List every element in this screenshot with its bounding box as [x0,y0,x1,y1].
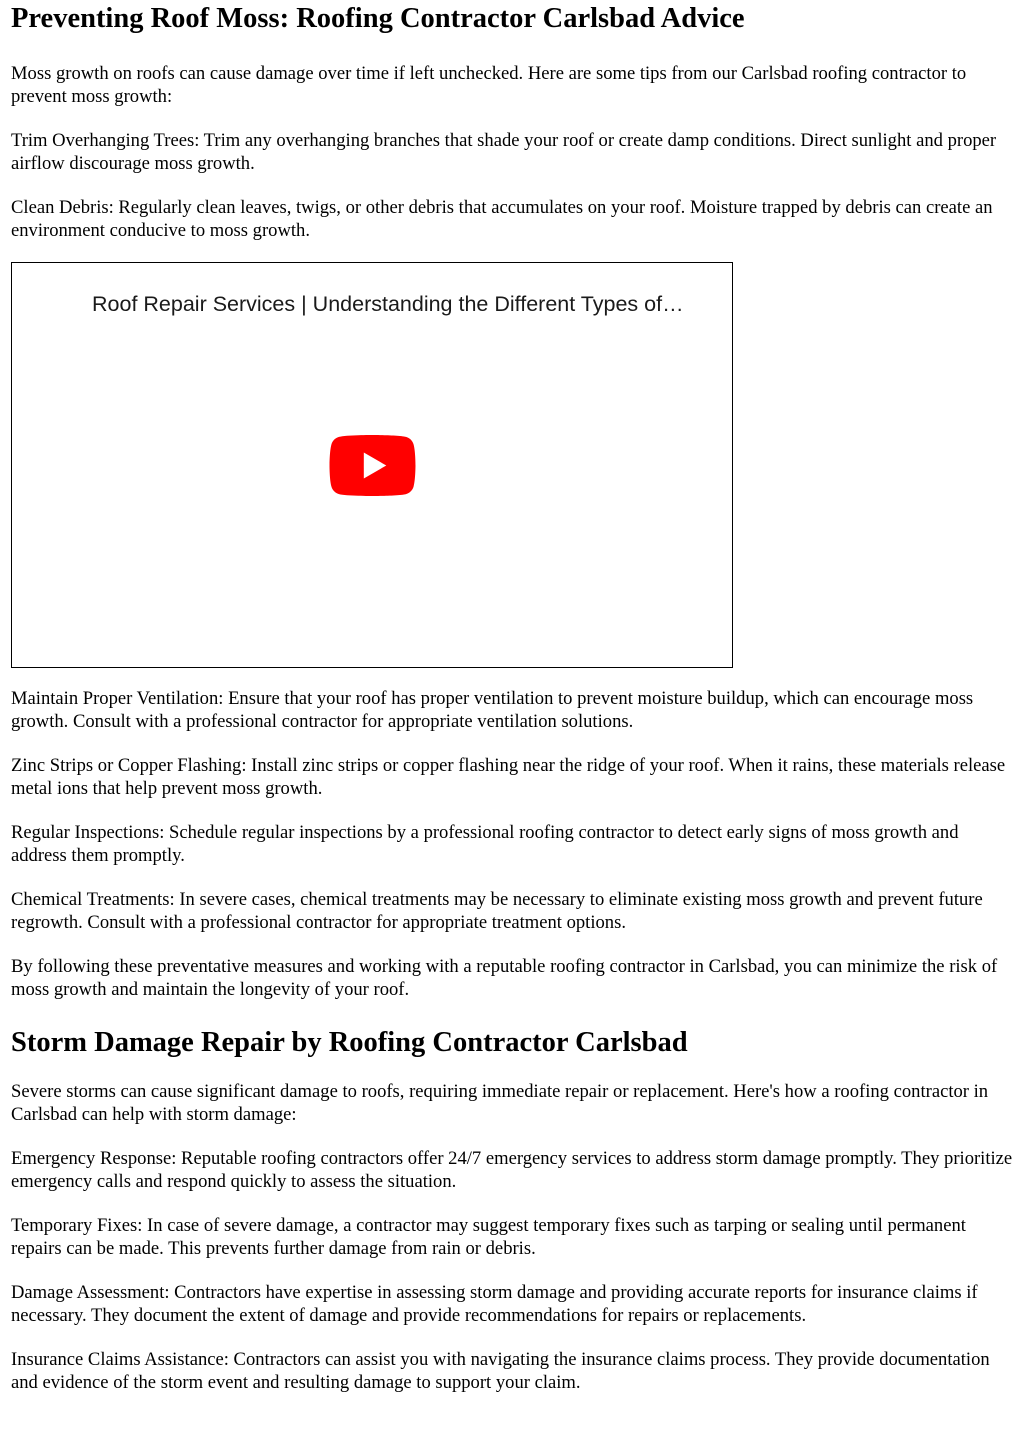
tip-zinc-copper: Zinc Strips or Copper Flashing: Install zinc strips or copper flashing near the ridge of your roof. When it rains, these materials release metal ions that help prevent moss growth. [11,755,1006,799]
tip-inspections: Regular Inspections: Schedule regular inspections by a professional roofing contractor to detect early signs of moss growth and address them promptly. [11,822,959,866]
tip-trim-trees: Trim Overhanging Trees: Trim any overhanging branches that shade your roof or create damp conditions. Direct sunlight and proper airflow discourage moss growth. [11,130,997,174]
conclusion-paragraph: By following these preventative measures and working with a reputable roofing contractor in Carlsbad, you can minimize the risk of moss growth and maintain the longevity of your roof. [11,956,998,1000]
youtube-play-icon[interactable] [329,435,416,496]
page-title: Preventing Roof Moss: Roofing Contractor Carlsbad Advice [11,3,745,34]
section-heading-storm: Storm Damage Repair by Roofing Contractor Carlsbad [11,1027,688,1058]
storm-intro-paragraph: Severe storms can cause significant damage to roofs, requiring immediate repair or replacement. Here's how a roofing contractor in Carlsbad can help with storm damage: [11,1081,989,1125]
tip-clean-debris: Clean Debris: Regularly clean leaves, twigs, or other debris that accumulates on your roof. Moisture trapped by debris can create an environment conducive to moss growth. [11,197,993,241]
storm-emergency-response: Emergency Response: Reputable roofing contractors offer 24/7 emergency services to address storm damage promptly. They prioritize emergency calls and respond quickly to assess the situation. [11,1148,1013,1192]
intro-paragraph: Moss growth on roofs can cause damage over time if left unchecked. Here are some tips from our Carlsbad roofing contractor to prevent moss growth: [11,63,967,107]
video-title[interactable]: Roof Repair Services | Understanding the Different Types of… [92,292,684,316]
storm-insurance-claims: Insurance Claims Assistance: Contractors can assist you with navigating the insurance claims process. They provide documentation and evidence of the storm event and resulting damage to support your claim. [11,1349,990,1393]
tip-chemical-treatments: Chemical Treatments: In severe cases, chemical treatments may be necessary to eliminate existing moss growth and prevent future regrowth. Consult with a professional contractor for appropriate treatment options. [11,889,983,933]
storm-damage-assessment: Damage Assessment: Contractors have expertise in assessing storm damage and providing accurate reports for insurance claims if necessary. They document the extent of damage and provide recommendations for repairs or replacements. [11,1282,978,1326]
storm-temporary-fixes: Temporary Fixes: In case of severe damage, a contractor may suggest temporary fixes such as tarping or sealing until permanent repairs can be made. This prevents further damage from rain or debris. [11,1215,966,1259]
tip-ventilation: Maintain Proper Ventilation: Ensure that your roof has proper ventilation to prevent moisture buildup, which can encourage moss growth. Consult with a professional contractor for appropriate ventilation solutions. [11,688,974,732]
video-embed[interactable] [11,262,733,668]
